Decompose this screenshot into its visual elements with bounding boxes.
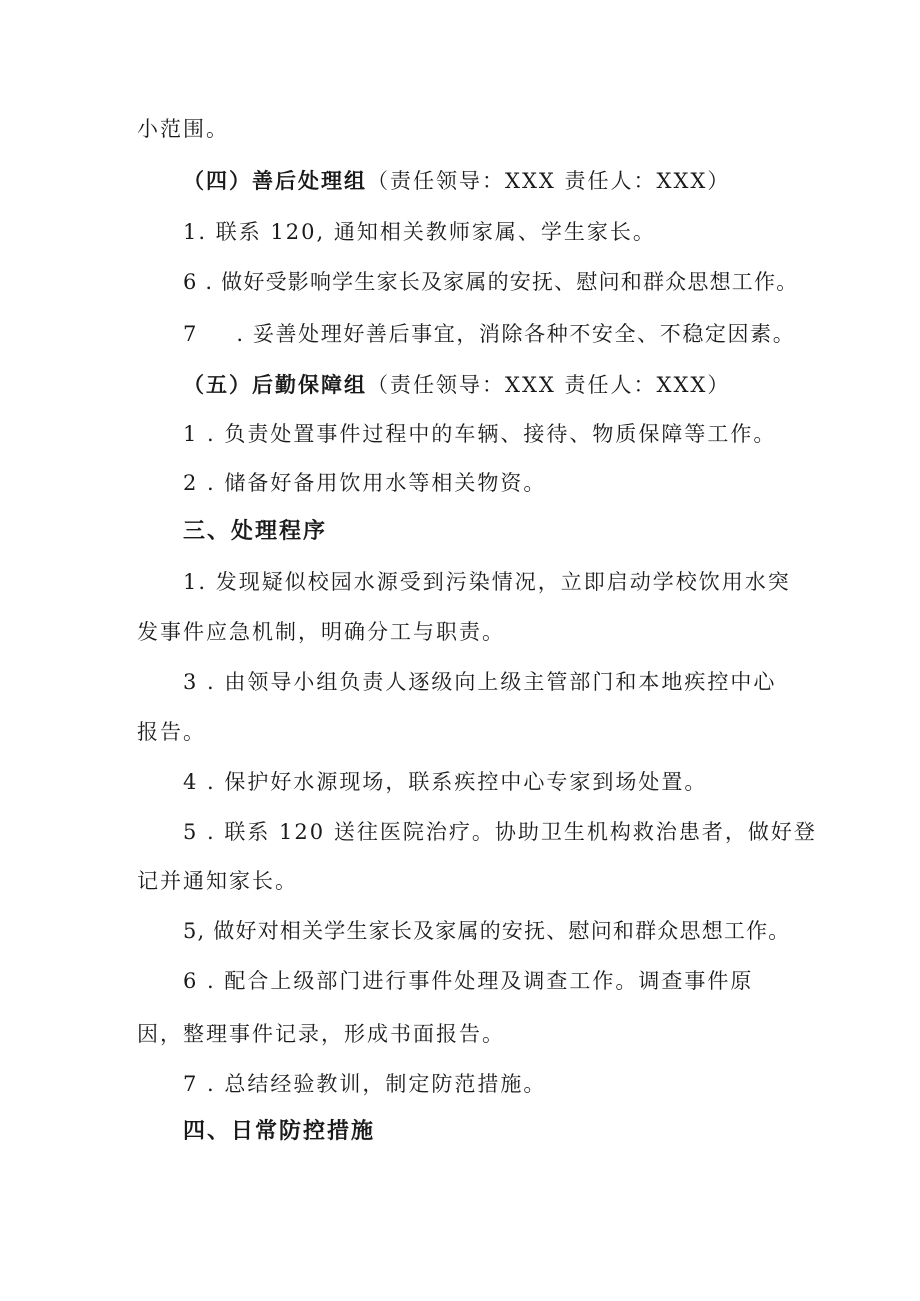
section-3-item-4: 4 . 保护好水源现场，联系疾控中心专家到场处置。 <box>183 770 708 794</box>
section-3-item-1-line-1: 1. 发现疑似校园水源受到污染情况，立即启动学校饮用水突 <box>183 570 791 594</box>
group-4-item-6: 6 . 做好受影响学生家长及家属的安抚、慰问和群众思想工作。 <box>183 270 799 294</box>
section-3-item-5-line-2: 记并通知家长。 <box>137 869 298 893</box>
group-4-item-1: 1. 联系 120, 通知相关教师家属、学生家长。 <box>183 220 656 244</box>
group-5-item-1: 1 . 负责处置事件过程中的车辆、接待、物质保障等工作。 <box>183 422 777 446</box>
section-3-item-3-line-2: 报告。 <box>137 720 206 744</box>
group-4-title: （四）善后处理组 <box>183 169 367 193</box>
group-5-responsible: （责任领导：XXX 责任人：XXX） <box>367 373 731 397</box>
section-3-item-5-line-1: 5 . 联系 120 送往医院治疗。协助卫生机构救治患者，做好登 <box>183 820 817 844</box>
item-number: 7 <box>183 322 199 346</box>
section-3-item-7: 7 . 总结经验教训，制定防范措施。 <box>183 1072 547 1096</box>
group-5-heading <box>183 370 730 400</box>
group-4-item-7 <box>183 319 795 349</box>
group-5-item-2: 2 . 储备好备用饮用水等相关物资。 <box>183 471 547 495</box>
section-4-heading: 四、日常防控措施 <box>183 1119 376 1144</box>
item-text: . 妥善处理好善后事宜，消除各种不安全、不稳定因素。 <box>236 322 796 346</box>
section-3-item-6-line-1: 6 . 配合上级部门进行事件处理及调查工作。调查事件原 <box>183 969 754 993</box>
group-5-title: （五）后勤保障组 <box>183 373 367 397</box>
section-3-item-6-line-2: 因，整理事件记录，形成书面报告。 <box>137 1022 505 1046</box>
section-3-item-5b: 5, 做好对相关学生家长及家属的安抚、慰问和群众思想工作。 <box>183 919 791 943</box>
group-4-heading <box>183 166 730 196</box>
paragraph-continuation: 小范围。 <box>137 117 229 141</box>
section-3-item-1-line-2: 发事件应急机制，明确分工与职责。 <box>137 620 505 644</box>
section-3-heading: 三、处理程序 <box>183 519 328 544</box>
group-4-responsible: （责任领导：XXX 责任人：XXX） <box>367 169 731 193</box>
section-3-item-3-line-1: 3 . 由领导小组负责人逐级向上级主管部门和本地疾控中心 <box>183 670 777 694</box>
